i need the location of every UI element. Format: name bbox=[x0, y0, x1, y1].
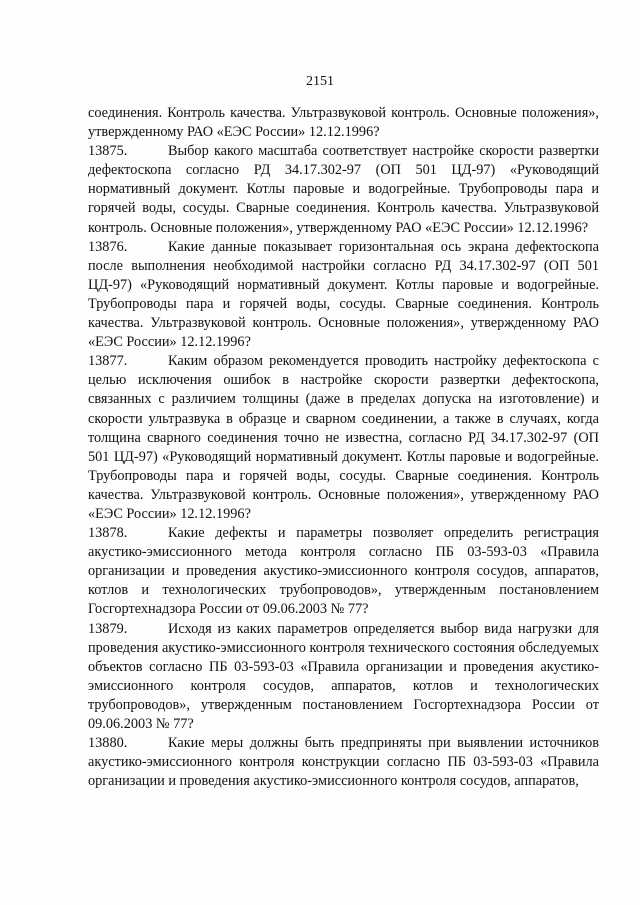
question-number: 13880. bbox=[88, 735, 128, 752]
question-13875 bbox=[88, 142, 599, 237]
question-13876 bbox=[88, 238, 599, 353]
page-number: 2151 bbox=[306, 74, 334, 89]
question-number: 13877. bbox=[88, 353, 128, 370]
question-text: Каким образом рекомендуется проводить настройку дефектоскопа с целью исключения ошибок в настройке скорости развертки дефектоскопа, связанных с различием толщины (даже в пределах допуска на изготовление) и скорости ультразвука в образце и сварном соединении, а также в случаях, когда толщина сварного соединения точно не известна, согласно РД 34.17.302-97 (ОП 501 ЦД-97) «Руководящий нормативный документ. Котлы паровые и водогрейные. Трубопроводы пара и горячей воды, сосуды. Сварные соединения. Контроль качества. Ультразвуковой контроль. Основные положения», утвержденному РАО «ЕЭС России» 12.12.1996? bbox=[88, 353, 599, 522]
question-13877 bbox=[88, 352, 599, 524]
question-text: Какие данные показывает горизонтальная ось экрана дефектоскопа после выполнения необходимой настройки согласно РД 34.17.302-97 (ОП 501 ЦД-97) «Руководящий нормативный документ. Котлы паровые и водогрейные. Трубопроводы пара и горячей воды, сосуды. Сварные соединения. Контроль качества. Ультразвуковой контроль. Основные положения», утвержденному РАО «ЕЭС России» 12.12.1996? bbox=[88, 238, 599, 351]
paragraph-continuation bbox=[88, 104, 599, 142]
question-13880 bbox=[88, 734, 599, 791]
question-text: Выбор какого масштаба соответствует настройке скорости развертки дефектоскопа согласно РД 34.17.302-97 (ОП 501 ЦД-97) «Руководящий нормативный документ. Котлы паровые и водогрейные. Трубопроводы пара и горячей воды, сосуды. Сварные соединения. Контроль качества. Ультразвуковой контроль. Основные положения», утвержденному РАО «ЕЭС России» 12.12.1996? bbox=[88, 143, 599, 236]
question-text: Какие меры должны быть предприняты при выявлении источников акустико-эмиссионного контроля конструкции согласно ПБ 03-593-03 «Правила организации и проведения акустико-эмиссионного контроля сосудов, аппаратов, bbox=[88, 735, 599, 790]
question-text: Какие дефекты и параметры позволяет определить регистрация акустико-эмиссионного метода контроля согласно ПБ 03-593-03 «Правила организации и проведения акустико-эмиссионного контроля сосудов, аппаратов, котлов и технологических трубопроводов», утвержденным постановлением Госгортехнадзора России от 09.06.2003 № 77? bbox=[88, 525, 599, 618]
question-number: 13878. bbox=[88, 525, 128, 542]
paragraph-text: соединения. Контроль качества. Ультразвуковой контроль. Основные положения», утвержденному РАО «ЕЭС России» 12.12.1996? bbox=[88, 105, 599, 141]
question-number: 13876. bbox=[88, 238, 128, 255]
document-body bbox=[88, 104, 599, 791]
question-13878 bbox=[88, 524, 599, 619]
question-text: Исходя из каких параметров определяется выбор вида нагрузки для проведения акустико-эмиссионного контроля технического состояния обследуемых объектов согласно ПБ 03-593-03 «Правила организации и проведения акустико-эмиссионного контроля сосудов, аппаратов, котлов и технологических трубопроводов», утвержденным постановлением Госгортехнадзора России от 09.06.2003 № 77? bbox=[88, 620, 599, 732]
question-number: 13879. bbox=[88, 620, 128, 637]
question-13879 bbox=[88, 620, 599, 735]
question-number: 13875. bbox=[88, 143, 128, 160]
